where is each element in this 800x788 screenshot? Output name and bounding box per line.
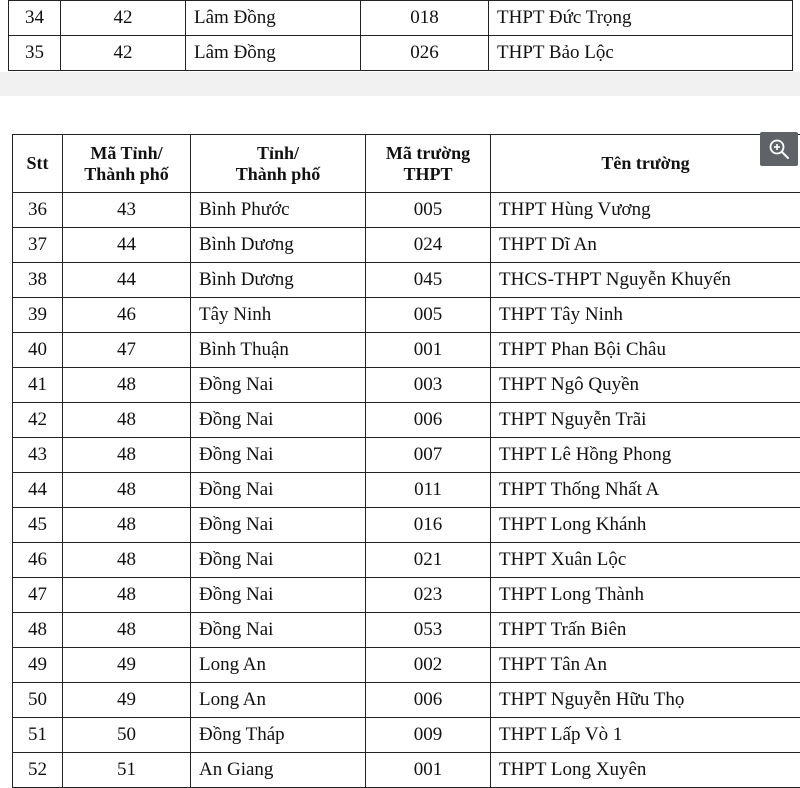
school-name-cell: THCS-THPT Nguyễn Khuyến (491, 263, 800, 298)
stt-cell: 46 (13, 543, 63, 578)
stt-cell: 42 (13, 403, 63, 438)
table-row (13, 333, 800, 368)
table-row (13, 368, 800, 403)
province-code-cell: 50 (63, 718, 191, 753)
school-code-cell: 045 (366, 263, 491, 298)
stt-cell: 48 (13, 613, 63, 648)
school-name-cell: THPT Long Xuyên (491, 753, 800, 788)
school-code-cell: 011 (366, 473, 491, 508)
province-code-cell: 48 (63, 368, 191, 403)
province-cell: Lâm Đồng (186, 36, 361, 71)
school-name-cell: THPT Long Thành (491, 578, 800, 613)
table-row (13, 613, 800, 648)
school-code-cell: 005 (366, 193, 491, 228)
school-name-cell: THPT Lê Hồng Phong (491, 438, 800, 473)
stt-cell: 44 (13, 473, 63, 508)
province-cell: Bình Thuận (191, 333, 366, 368)
table-row (13, 508, 800, 543)
school-code-cell: 007 (366, 438, 491, 473)
school-code-cell: 018 (361, 1, 489, 36)
school-name-cell: THPT Trấn Biên (491, 613, 800, 648)
table-body (13, 193, 800, 788)
school-code-cell: 021 (366, 543, 491, 578)
header-school-code: Mã trường THPT (366, 135, 491, 193)
province-code-cell: 48 (63, 473, 191, 508)
stt-cell: 36 (13, 193, 63, 228)
previous-page-table (8, 0, 793, 71)
province-cell: Đồng Nai (191, 578, 366, 613)
school-code-cell: 002 (366, 648, 491, 683)
table-row (13, 718, 800, 753)
school-code-cell: 009 (366, 718, 491, 753)
province-code-cell: 49 (63, 683, 191, 718)
school-name-cell: THPT Đức Trọng (489, 1, 793, 36)
school-code-cell: 026 (361, 36, 489, 71)
province-cell: Tây Ninh (191, 298, 366, 333)
school-code-cell: 024 (366, 228, 491, 263)
province-cell: An Giang (191, 753, 366, 788)
school-name-cell: THPT Lấp Vò 1 (491, 718, 800, 753)
stt-cell: 41 (13, 368, 63, 403)
table-row (13, 683, 800, 718)
table-row (13, 193, 800, 228)
header-province: Tỉnh/ Thành phố (191, 135, 366, 193)
province-code-cell: 46 (63, 298, 191, 333)
school-name-cell: THPT Nguyễn Trãi (491, 403, 800, 438)
stt-cell: 34 (9, 1, 61, 36)
table-row (13, 473, 800, 508)
province-cell: Đồng Nai (191, 508, 366, 543)
province-code-cell: 48 (63, 543, 191, 578)
province-code-cell: 47 (63, 333, 191, 368)
school-name-cell: THPT Dĩ An (491, 228, 800, 263)
table-row (13, 578, 800, 613)
province-code-cell: 43 (63, 193, 191, 228)
province-cell: Bình Dương (191, 228, 366, 263)
province-code-cell: 48 (63, 403, 191, 438)
table-row (13, 648, 800, 683)
school-name-cell: THPT Thống Nhất A (491, 473, 800, 508)
school-code-cell: 005 (366, 298, 491, 333)
stt-cell: 35 (9, 36, 61, 71)
province-cell: Đồng Nai (191, 368, 366, 403)
header-stt: Stt (13, 135, 63, 193)
school-code-cell: 001 (366, 753, 491, 788)
province-code-cell: 44 (63, 263, 191, 298)
table-row (13, 403, 800, 438)
table-row (9, 36, 793, 71)
province-cell: Đồng Nai (191, 613, 366, 648)
school-name-cell: THPT Bảo Lộc (489, 36, 793, 71)
school-name-cell: THPT Ngô Quyền (491, 368, 800, 403)
school-code-cell: 053 (366, 613, 491, 648)
province-code-cell: 48 (63, 438, 191, 473)
table-header-row (13, 135, 800, 193)
province-code-cell: 51 (63, 753, 191, 788)
zoom-in-icon (767, 137, 791, 161)
province-cell: Lâm Đồng (186, 1, 361, 36)
stt-cell: 47 (13, 578, 63, 613)
stt-cell: 39 (13, 298, 63, 333)
school-code-cell: 023 (366, 578, 491, 613)
school-code-cell: 001 (366, 333, 491, 368)
school-name-cell: THPT Tân An (491, 648, 800, 683)
province-cell: Bình Phước (191, 193, 366, 228)
table-row (13, 263, 800, 298)
province-cell: Long An (191, 683, 366, 718)
table-row (13, 543, 800, 578)
table-row (13, 228, 800, 263)
province-code-cell: 42 (61, 36, 186, 71)
zoom-button[interactable] (760, 132, 798, 166)
table-row (13, 438, 800, 473)
province-cell: Đồng Nai (191, 438, 366, 473)
province-cell: Đồng Tháp (191, 718, 366, 753)
stt-cell: 49 (13, 648, 63, 683)
stt-cell: 45 (13, 508, 63, 543)
province-code-cell: 44 (63, 228, 191, 263)
school-code-cell: 006 (366, 403, 491, 438)
province-code-cell: 42 (61, 1, 186, 36)
province-cell: Đồng Nai (191, 543, 366, 578)
province-code-cell: 48 (63, 613, 191, 648)
stt-cell: 52 (13, 753, 63, 788)
school-code-cell: 003 (366, 368, 491, 403)
province-cell: Đồng Nai (191, 473, 366, 508)
table-row (9, 1, 793, 36)
school-name-cell: THPT Tây Ninh (491, 298, 800, 333)
header-school-name: Tên trường (491, 135, 800, 193)
school-name-cell: THPT Xuân Lộc (491, 543, 800, 578)
province-code-cell: 49 (63, 648, 191, 683)
school-name-cell: THPT Long Khánh (491, 508, 800, 543)
province-cell: Bình Dương (191, 263, 366, 298)
province-cell: Long An (191, 648, 366, 683)
stt-cell: 50 (13, 683, 63, 718)
province-code-cell: 48 (63, 508, 191, 543)
stt-cell: 43 (13, 438, 63, 473)
school-code-cell: 016 (366, 508, 491, 543)
header-province-code: Mã Tỉnh/ Thành phố (63, 135, 191, 193)
province-code-cell: 48 (63, 578, 191, 613)
school-name-cell: THPT Phan Bội Châu (491, 333, 800, 368)
table-row (13, 753, 800, 788)
stt-cell: 40 (13, 333, 63, 368)
stt-cell: 38 (13, 263, 63, 298)
stt-cell: 51 (13, 718, 63, 753)
school-code-cell: 006 (366, 683, 491, 718)
school-name-cell: THPT Hùng Vương (491, 193, 800, 228)
school-name-cell: THPT Nguyễn Hữu Thọ (491, 683, 800, 718)
schools-table (12, 134, 800, 788)
table-row (13, 298, 800, 333)
province-cell: Đồng Nai (191, 403, 366, 438)
stt-cell: 37 (13, 228, 63, 263)
page-separator (0, 72, 800, 96)
